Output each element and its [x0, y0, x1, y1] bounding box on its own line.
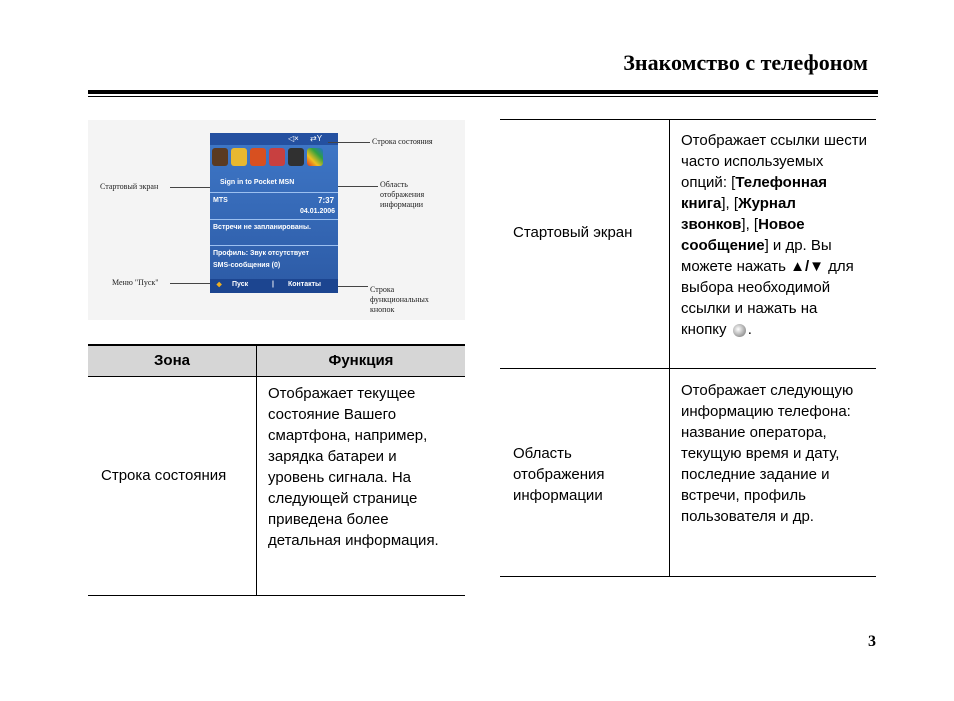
shortcut-icon — [231, 148, 247, 166]
phone-meetings: Встречи не запланированы. — [213, 224, 311, 231]
softkey-contacts: Контакты — [288, 281, 322, 288]
phone-softkey-bar — [210, 279, 338, 293]
table-bottom-rule — [88, 595, 465, 596]
phone-screen — [210, 133, 338, 293]
phone-date: 04.01.2006 — [300, 208, 336, 215]
callout-leader — [338, 186, 378, 187]
mute-icon: ◁× — [288, 134, 299, 143]
phonebook-label: Телефонная книга — [681, 174, 828, 212]
function-text-end: . — [747, 321, 752, 338]
shortcut-icon — [269, 148, 285, 166]
windows-flag-icon: ❖ — [216, 282, 223, 289]
phone-shortcut-icons — [212, 148, 323, 166]
table-top-rule — [500, 119, 876, 120]
header-bottom-rule — [88, 376, 465, 377]
phone-profile: Профиль: Звук отсутствует — [213, 250, 310, 257]
callout-func-bar-3: кнопок — [370, 305, 395, 314]
function-intro: Отображает ссылки шести часто используемых опций: — [681, 132, 868, 191]
function-text: для выбора необходимой ссылки и нажать на кнопку — [681, 258, 854, 338]
header-zone: Зона — [88, 346, 256, 376]
phone-time: 7:37 — [318, 196, 335, 205]
callout-start-screen: Стартовый экран — [100, 182, 159, 191]
function-cell-info-area: Отображает следующую информацию телефона: название оператора, текущую время и дату, последние задание и встречи, профиль пользователя и др. — [681, 382, 854, 525]
table-bottom-rule — [500, 576, 876, 577]
callout-info-area-1: Область — [380, 180, 408, 189]
up-down-arrow-icon: ▲/▼ — [790, 258, 824, 275]
windows-icon — [307, 148, 323, 166]
callout-info-area-2: отображения — [380, 190, 425, 199]
row-divider — [500, 368, 876, 369]
phone-sms: SMS-сообщения (0) — [213, 262, 281, 269]
function-cell-start-screen: Отображает ссылки шести часто используемых опций: [Телефонная книга], [Журнал звонков], [Новое сообщение] и др. Вы можете нажать ▲/▼ для выбора необходимой ссылки и нажать на кнопку . — [681, 132, 868, 338]
softkey-start: Пуск — [232, 281, 249, 288]
phone-divider — [210, 192, 338, 193]
signal-icon: ⇄Y — [310, 134, 323, 143]
callout-leader — [170, 283, 210, 284]
function-text: и др. Вы можете нажать — [681, 237, 832, 275]
column-divider — [256, 346, 257, 596]
zone-cell-info-area: Область отображения информации — [513, 445, 605, 504]
callout-leader — [328, 142, 370, 143]
callout-status-bar: Строка состояния — [372, 137, 433, 146]
phone-divider — [210, 245, 338, 246]
callout-func-bar-1: Строка — [370, 285, 395, 294]
call-log-label: Журнал звонков — [681, 195, 796, 233]
function-cell-status-bar: Отображает текущее состояние Вашего смартфона, например, зарядка батареи и уровень сигнала. На следующей странице приведена более детальная информация. — [268, 385, 439, 549]
callout-leader — [338, 286, 368, 287]
zone-cell-status-bar: Строка состояния — [101, 467, 227, 484]
callout-info-area-3: информации — [380, 200, 424, 209]
phone-operator: MTS — [213, 197, 228, 204]
new-message-label: Новое сообщение — [681, 216, 805, 254]
action-button-icon — [733, 324, 746, 337]
phone-screen-figure — [88, 120, 465, 320]
phone-divider — [210, 219, 338, 220]
zone-cell-start-screen: Стартовый экран — [513, 224, 633, 241]
phone-msn-link: Sign in to Pocket MSN — [220, 179, 295, 186]
shortcut-icon — [250, 148, 266, 166]
header-rule-thin — [88, 96, 878, 97]
page-number: 3 — [868, 633, 876, 650]
header-rule-thick — [88, 90, 878, 94]
column-divider — [669, 119, 670, 577]
shortcut-icon — [212, 148, 228, 166]
header-function: Функция — [257, 346, 465, 376]
callout-func-bar-2: функциональных — [370, 295, 429, 304]
shortcut-icon — [288, 148, 304, 166]
page-title: Знакомство с телефоном — [623, 50, 868, 75]
phone-status-bar — [210, 133, 338, 145]
softkey-divider: | — [272, 281, 274, 288]
callout-start-menu: Меню "Пуск" — [112, 278, 159, 287]
callout-leader — [170, 187, 210, 188]
